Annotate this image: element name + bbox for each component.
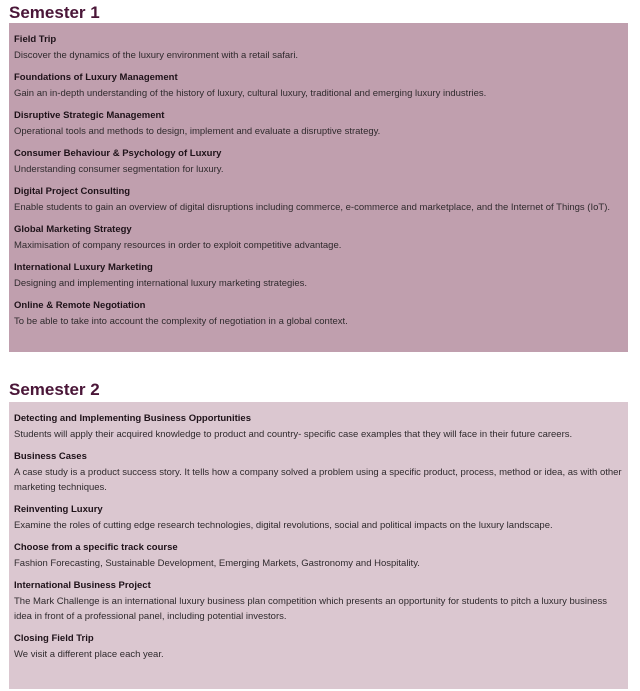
semester-1-panel [9, 23, 628, 352]
course-title: Global Marketing Strategy [14, 224, 132, 235]
course-item [14, 632, 622, 662]
course-item [14, 109, 622, 139]
course-item [14, 185, 622, 215]
course-item [14, 299, 622, 329]
course-title: International Luxury Marketing [14, 262, 153, 273]
course-item [14, 503, 622, 533]
course-description: A case study is a product success story. It tells how a company solved a problem using a specific product, process, method or idea, as with other marketing techniques. [14, 466, 622, 493]
course-description: Fashion Forecasting, Sustainable Development, Emerging Markets, Gastronomy and Hospitality. [14, 557, 420, 569]
course-item [14, 579, 622, 624]
course-item [14, 147, 622, 177]
course-title: Business Cases [14, 451, 87, 462]
course-item [14, 223, 622, 253]
semester-1-title: Semester 1 [9, 3, 100, 22]
semester-2-panel [9, 402, 628, 689]
course-item [14, 412, 622, 442]
course-item [14, 541, 622, 571]
course-title: Closing Field Trip [14, 633, 94, 644]
course-description: We visit a different place each year. [14, 648, 164, 660]
course-description: To be able to take into account the complexity of negotiation in a global context. [14, 315, 348, 327]
course-description: Operational tools and methods to design, implement and evaluate a disruptive strategy. [14, 125, 381, 137]
course-item [14, 450, 622, 495]
course-description: The Mark Challenge is an international luxury business plan competition which presents an opportunity for students to pitch a luxury business idea in front of a professional panel, including potential investors. [14, 595, 608, 622]
semester-2-title: Semester 2 [9, 380, 100, 399]
course-description: Gain an in-depth understanding of the history of luxury, cultural luxury, traditional and emerging luxury industries. [14, 87, 487, 99]
course-item [14, 33, 622, 63]
course-title: Digital Project Consulting [14, 186, 131, 197]
course-title: Reinventing Luxury [14, 504, 103, 515]
course-description: Students will apply their acquired knowledge to product and country- specific case examples that they will face in their future careers. [14, 428, 573, 440]
course-description: Examine the roles of cutting edge research technologies, digital revolutions, social and political impacts on the luxury landscape. [14, 519, 553, 531]
course-title: Detecting and Implementing Business Opportunities [14, 413, 251, 424]
course-title: Field Trip [14, 34, 57, 45]
course-description: Discover the dynamics of the luxury environment with a retail safari. [14, 49, 299, 61]
course-title: Choose from a specific track course [14, 542, 178, 553]
course-title: Consumer Behaviour & Psychology of Luxury [14, 148, 222, 159]
course-title: Disruptive Strategic Management [14, 110, 165, 121]
course-item [14, 71, 622, 101]
course-description: Designing and implementing international luxury marketing strategies. [14, 277, 308, 289]
course-title: International Business Project [14, 580, 151, 591]
course-description: Enable students to gain an overview of digital disruptions including commerce, e-commerce and marketplace, and the Internet of Things (IoT). [14, 201, 610, 213]
course-item [14, 261, 622, 291]
course-description: Maximisation of company resources in order to exploit competitive advantage. [14, 239, 342, 251]
course-title: Online & Remote Negotiation [14, 300, 146, 311]
course-title: Foundations of Luxury Management [14, 72, 178, 83]
course-description: Understanding consumer segmentation for luxury. [14, 163, 224, 175]
